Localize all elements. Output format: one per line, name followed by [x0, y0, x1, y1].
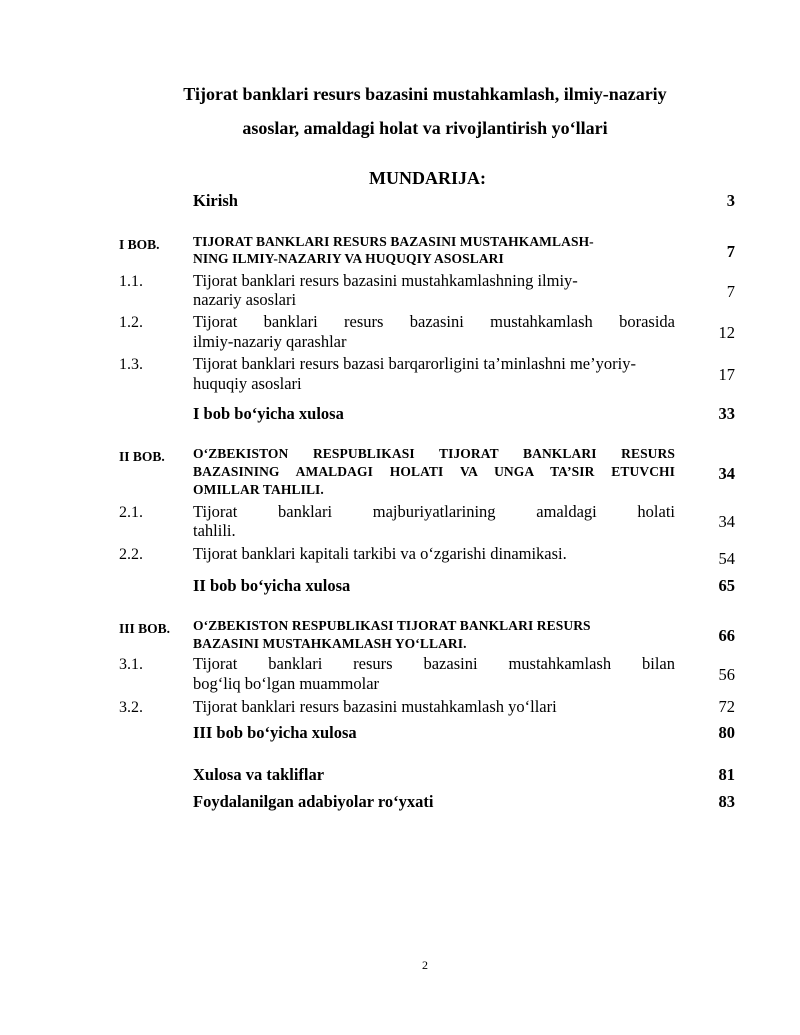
- section-number: 1.1.: [119, 273, 143, 290]
- section-title-line-1: Tijorat banklari resurs bazasini mustahkamlashning ilmiy-: [193, 271, 578, 290]
- chapter-title-line-2: NING ILMIY-NAZARIY VA HUQUQIY ASOSLARI: [193, 251, 504, 266]
- chapter-title-line-1: O‘ZBEKISTON RESPUBLIKASI TIJORAT BANKLARI RESURS: [193, 618, 591, 633]
- toc-page-number: 3: [726, 191, 735, 210]
- toc-page-number: 72: [718, 697, 735, 716]
- toc-page-number: 54: [718, 549, 735, 568]
- toc-page-number: 7: [726, 242, 735, 261]
- section-title-line-1: Tijorat banklari resurs bazasini mustahkamlash borasida: [193, 312, 675, 331]
- section-number: 3.2.: [119, 699, 143, 716]
- toc-page-number: 12: [718, 323, 735, 342]
- toc-page-number: 56: [718, 665, 735, 684]
- section-title-line-1: Tijorat banklari resurs bazasini mustahkamlash bilan: [193, 654, 675, 673]
- toc-entry-label: Xulosa va takliflar: [193, 765, 325, 784]
- section-title-line-2: tahlili.: [193, 521, 236, 540]
- section-title-line-2: huquqiy asoslari: [193, 374, 302, 393]
- toc-entry-label: III bob bo‘yicha xulosa: [193, 723, 357, 742]
- toc-entry-label: Kirish: [193, 191, 238, 210]
- page-number: 2: [422, 958, 428, 972]
- toc-heading: MUNDARIJA:: [369, 168, 486, 188]
- section-title-line-2: bog‘liq bo‘lgan muammolar: [193, 674, 380, 693]
- chapter-number: I BOB.: [119, 237, 160, 252]
- chapter-title-line-2: BAZASINI MUSTAHKAMLASH YO‘LLARI.: [193, 636, 467, 651]
- toc-page-number: 33: [718, 404, 735, 423]
- section-title-line-1: Tijorat banklari resurs bazasi barqarorligini ta’minlashni me’yoriy-: [193, 354, 636, 373]
- chapter-title-line-1: TIJORAT BANKLARI RESURS BAZASINI MUSTAHKAMLASH-: [193, 234, 594, 249]
- section-title-line-2: nazariy asoslari: [193, 290, 297, 309]
- section-title-line-1: Tijorat banklari kapitali tarkibi va o‘zgarishi dinamikasi.: [193, 544, 567, 563]
- section-title-line-1: Tijorat banklari majburiyatlarining amaldagi holati: [193, 502, 675, 521]
- toc-page-number: 80: [718, 723, 735, 742]
- chapter-title-line-3: OMILLAR TAHLILI.: [193, 482, 324, 497]
- toc-page-number: 7: [726, 282, 735, 301]
- toc-page-number: 34: [718, 512, 735, 531]
- section-number: 3.1.: [119, 656, 143, 673]
- chapter-number: II BOB.: [119, 449, 165, 464]
- section-number: 1.2.: [119, 314, 143, 331]
- toc-entry-label: II bob bo‘yicha xulosa: [193, 576, 351, 595]
- document-title-line-1: Tijorat banklari resurs bazasini mustahkamlash, ilmiy-nazariy: [183, 84, 667, 104]
- chapter-title-line-1: O‘ZBEKISTON RESPUBLIKASI TIJORAT BANKLARI RESURS: [193, 446, 675, 461]
- toc-page-number: 83: [718, 792, 735, 811]
- toc-page-number: 81: [718, 765, 735, 784]
- toc-entry-label: I bob bo‘yicha xulosa: [193, 404, 344, 423]
- chapter-number: III BOB.: [119, 621, 171, 636]
- document-title-line-2: asoslar, amaldagi holat va rivojlantirish yo‘llari: [242, 118, 608, 138]
- section-title-line-2: ilmiy-nazariy qarashlar: [193, 332, 347, 351]
- toc-page-number: 17: [718, 365, 735, 384]
- toc-page-number: 34: [718, 464, 735, 483]
- toc-page-number: 65: [718, 576, 735, 595]
- toc-page-number: 66: [718, 626, 735, 645]
- section-number: 1.3.: [119, 356, 143, 373]
- section-number: 2.2.: [119, 546, 143, 563]
- section-title-line-1: Tijorat banklari resurs bazasini mustahkamlash yo‘llari: [193, 697, 557, 716]
- section-number: 2.1.: [119, 504, 143, 521]
- chapter-title-line-2: BAZASINING AMALDAGI HOLATI VA UNGA TA’SIR ETUVCHI: [193, 464, 675, 479]
- toc-entry-label: Foydalanilgan adabiyolar ro‘yxati: [193, 792, 434, 811]
